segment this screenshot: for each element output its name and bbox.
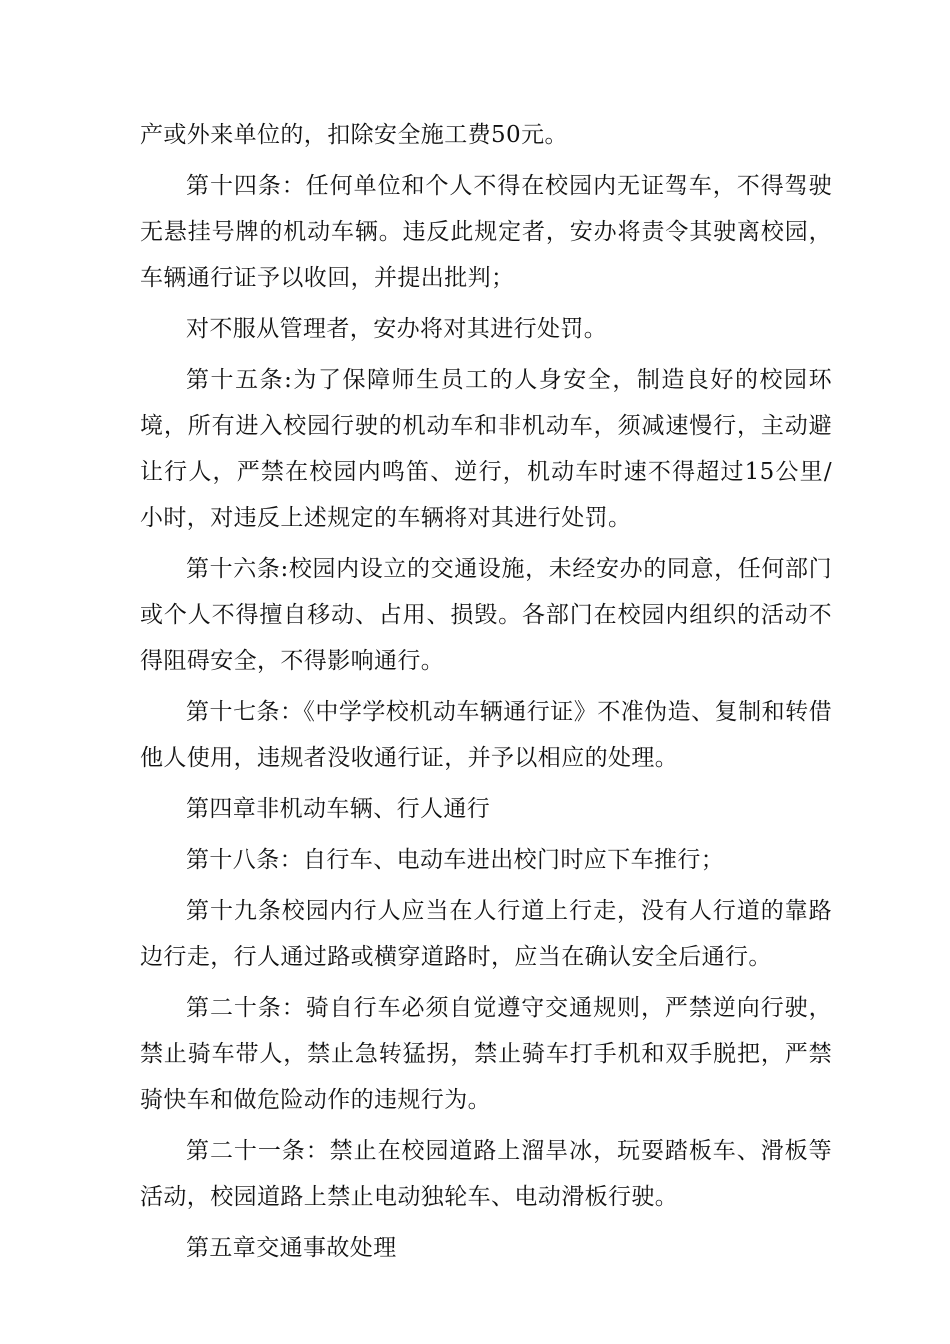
article-19: 第十九条校园内行人应当在人行道上行走，没有人行道的靠路边行走，行人通过路或横穿道路时，应当在确认安全后通行。: [140, 898, 832, 970]
article-14: 第十四条：任何单位和个人不得在校园内无证驾车，不得驾驶无悬挂号牌的机动车辆。违反此规定者，安办将责令其驶离校园，车辆通行证予以收回，并提出批判；: [140, 173, 832, 291]
article-16: 第十六条:校园内设立的交通设施，未经安办的同意，任何部门或个人不得擅自移动、占用、损毁。各部门在校园内组织的活动不得阻碍安全，不得影响通行。: [140, 556, 832, 674]
article-14-note: 对不服从管理者，安办将对其进行处罚。: [186, 316, 608, 342]
document-body: [140, 112, 832, 1276]
article-20: 第二十条：骑自行车必须自觉遵守交通规则，严禁逆向行驶，禁止骑车带人，禁止急转猛拐，禁止骑车打手机和双手脱把，严禁骑快车和做危险动作的违规行为。: [140, 995, 832, 1113]
chapter-5-heading: 第五章交通事故处理: [186, 1235, 397, 1261]
paragraph-continuation: 产或外来单位的，扣除安全施工费50元。: [140, 122, 568, 148]
chapter-4-heading: 第四章非机动车辆、行人通行: [186, 796, 491, 822]
article-21: 第二十一条：禁止在校园道路上溜旱冰，玩耍踏板车、滑板等活动，校园道路上禁止电动独轮车、电动滑板行驶。: [140, 1138, 832, 1210]
article-17: 第十七条：《中学学校机动车辆通行证》不准伪造、复制和转借他人使用，违规者没收通行证，并予以相应的处理。: [140, 699, 832, 771]
article-15: 第十五条:为了保障师生员工的人身安全，制造良好的校园环境，所有进入校园行驶的机动车和非机动车，须减速慢行，主动避让行人，严禁在校园内鸣笛、逆行，机动车时速不得超过15公里/小时，对违反上述规定的车辆将对其进行处罚。: [140, 367, 832, 531]
article-18: 第十八条：自行车、电动车进出校门时应下车推行；: [186, 847, 725, 873]
